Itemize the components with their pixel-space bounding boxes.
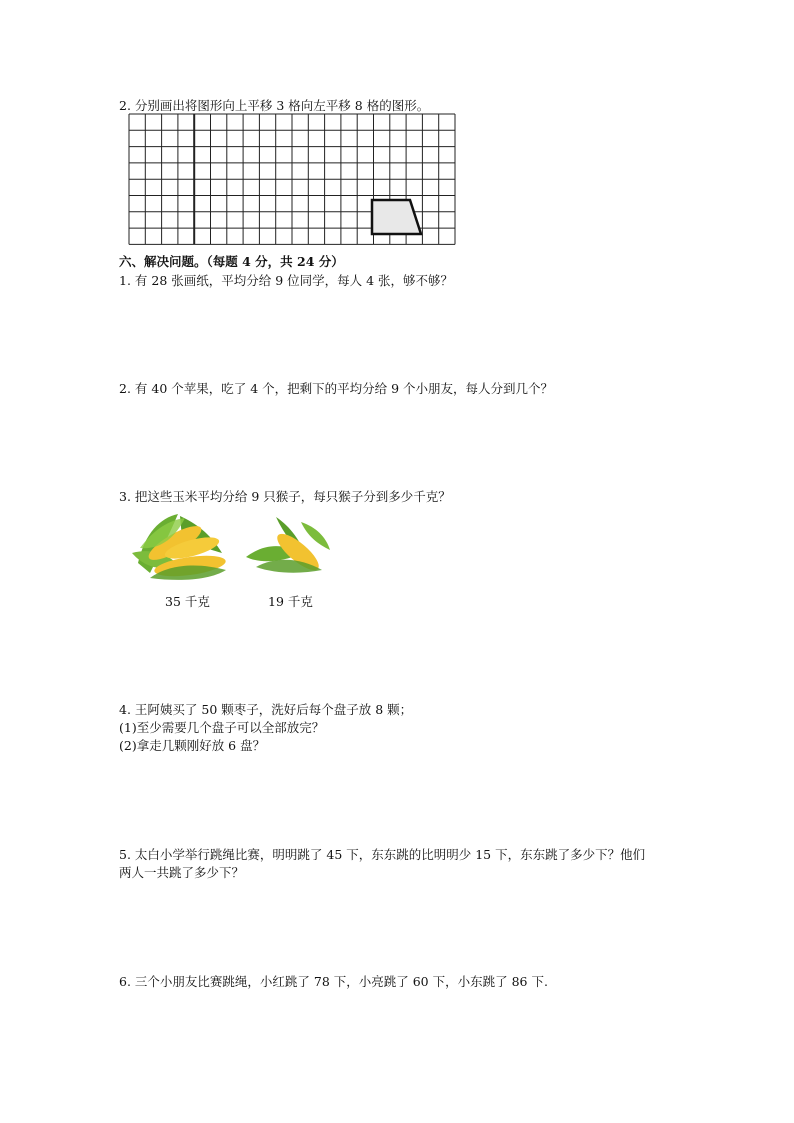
problem-2: 2. 有 40 个苹果，吃了 4 个，把剩下的平均分给 9 个小朋友，每人分到几个？ xyxy=(119,381,554,396)
problem-3: 3. 把这些玉米平均分给 9 只猴子，每只猴子分到多少千克？ xyxy=(119,489,451,504)
corn-single-image xyxy=(246,512,332,576)
problem-4-part-1: (1)至少需要几个盘子可以全部放完？ xyxy=(119,720,325,735)
trapezoid-shape xyxy=(372,200,421,234)
question-translate: 2. 分别画出将图形向上平移 3 格向左平移 8 格的图形。 xyxy=(119,98,430,113)
translation-grid xyxy=(128,113,456,253)
problem-5-line-1: 5. 太白小学举行跳绳比赛，明明跳了 45 下，东东跳的比明明少 15 下，东东跳了多少下？他们 xyxy=(119,847,646,862)
corn-label-2: 19 千克 xyxy=(268,594,313,609)
problem-4-part-2: (2)拿走几颗刚好放 6 盘？ xyxy=(119,738,266,753)
section6-heading: 六、解决问题。（每题 4 分，共 24 分） xyxy=(119,254,344,269)
problem-6: 6. 三个小朋友比赛跳绳，小红跳了 78 下，小亮跳了 60 下，小东跳了 86 下. xyxy=(119,974,548,989)
corn-pile-image xyxy=(130,508,230,584)
problem-4: 4. 王阿姨买了 50 颗枣子，洗好后每个盘子放 8 颗； xyxy=(119,702,413,717)
problem-1: 1. 有 28 张画纸，平均分给 9 位同学，每人 4 张，够不够？ xyxy=(119,273,454,288)
problem-5-line-2: 两人一共跳了多少下？ xyxy=(119,865,245,880)
corn-label-1: 35 千克 xyxy=(165,594,210,609)
